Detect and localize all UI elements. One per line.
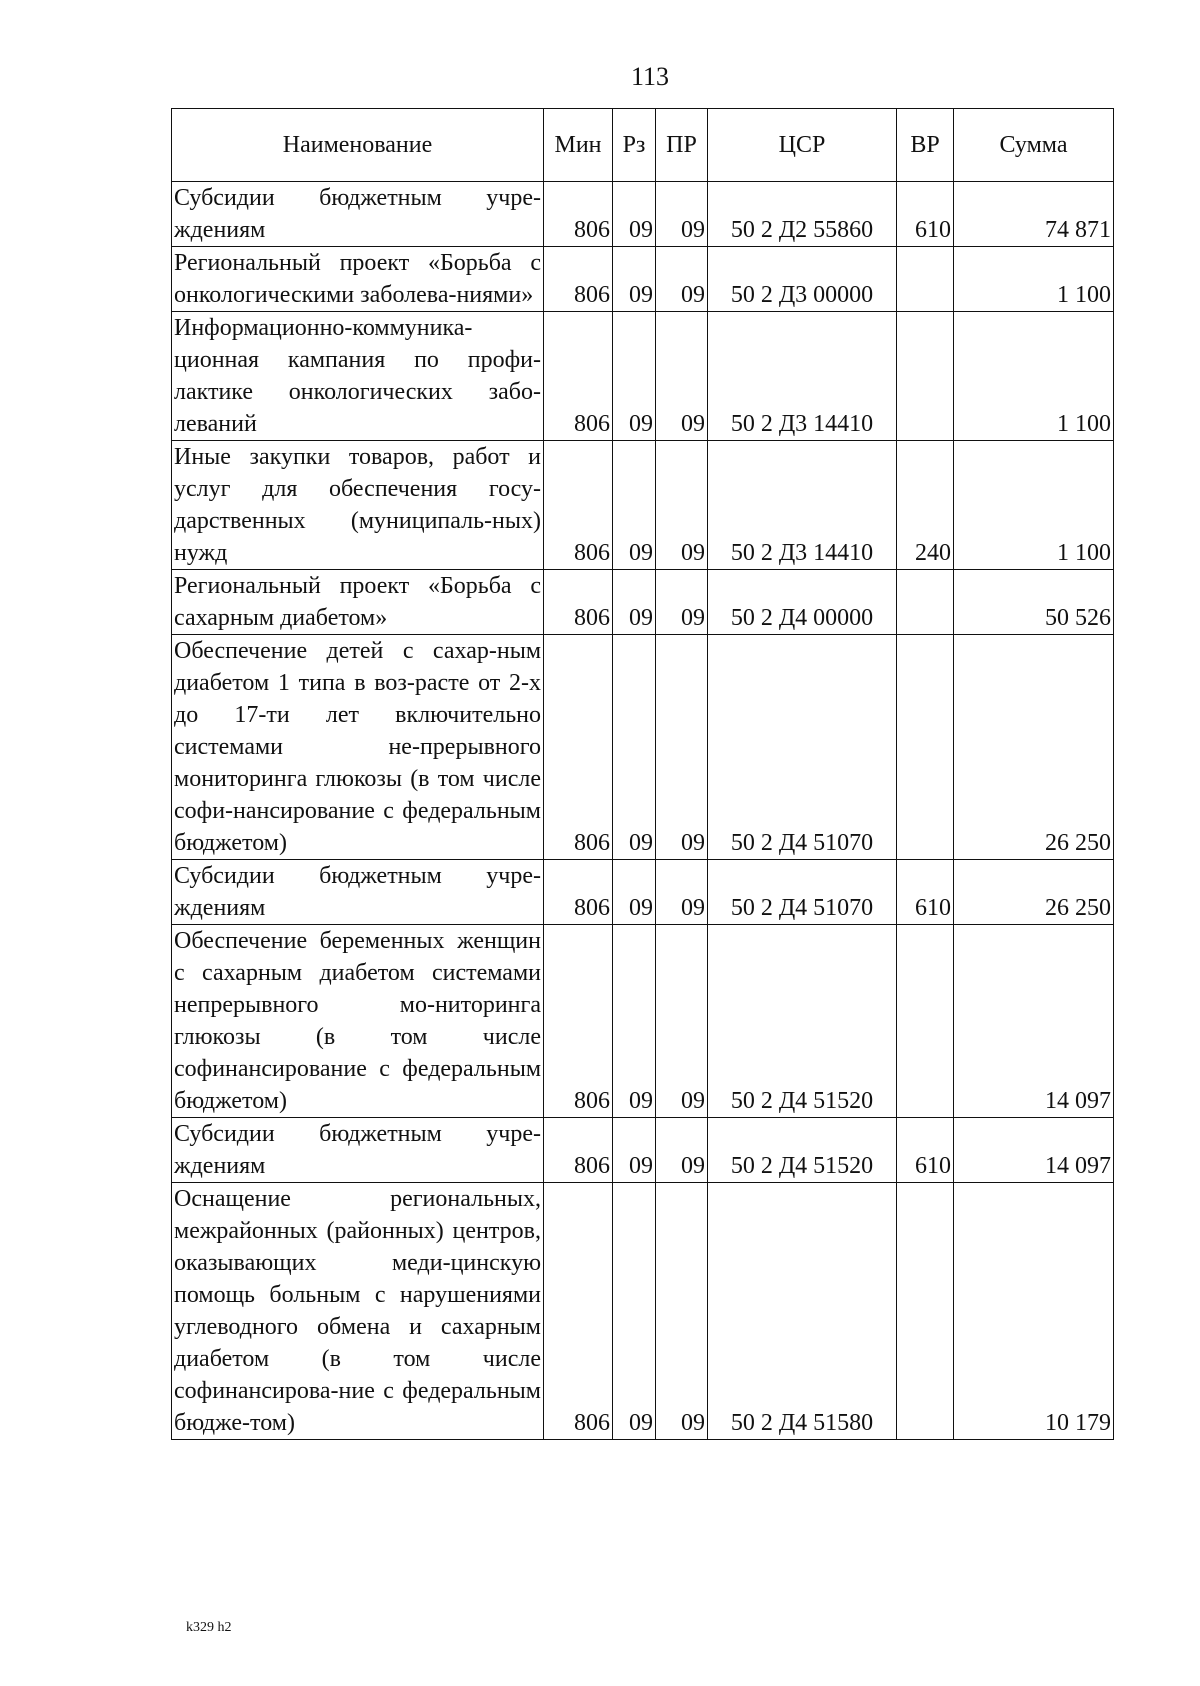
header-min: Мин (544, 109, 613, 182)
table-row (172, 312, 1114, 441)
header-sum: Сумма (954, 109, 1114, 182)
table-row (172, 182, 1114, 247)
cell-name: Оснащение региональных, межрайонных (районных) центров, оказывающих меди-цинскую помощь больным с нарушениями углеводного обмена и сахарным диабетом (в том числе софинансирова-ние с федеральным бюдже-том) (172, 1183, 544, 1440)
cell-sum: 50 526 (954, 570, 1114, 635)
cell-pr: 09 (656, 925, 708, 1118)
cell-sum: 1 100 (954, 312, 1114, 441)
table-row (172, 1118, 1114, 1183)
header-name: Наименование (172, 109, 544, 182)
page-number: 113 (630, 62, 670, 91)
cell-vr (897, 925, 954, 1118)
budget-table (171, 108, 1114, 1440)
cell-vr (897, 570, 954, 635)
cell-csr: 50 2 Д4 51070 (708, 635, 897, 860)
cell-vr: 610 (897, 182, 954, 247)
cell-rz: 09 (613, 1118, 656, 1183)
cell-pr: 09 (656, 860, 708, 925)
cell-csr: 50 2 Д4 51580 (708, 1183, 897, 1440)
cell-rz: 09 (613, 925, 656, 1118)
cell-sum: 1 100 (954, 247, 1114, 312)
cell-vr (897, 1183, 954, 1440)
table-row (172, 925, 1114, 1118)
cell-min: 806 (544, 1183, 613, 1440)
cell-min: 806 (544, 247, 613, 312)
header-vr: ВР (897, 109, 954, 182)
header-csr: ЦСР (708, 109, 897, 182)
cell-rz: 09 (613, 182, 656, 247)
cell-rz: 09 (613, 312, 656, 441)
cell-rz: 09 (613, 635, 656, 860)
cell-min: 806 (544, 925, 613, 1118)
cell-vr: 610 (897, 860, 954, 925)
header-pr: ПР (656, 109, 708, 182)
cell-csr: 50 2 Д3 00000 (708, 247, 897, 312)
cell-min: 806 (544, 860, 613, 925)
cell-pr: 09 (656, 1183, 708, 1440)
cell-pr: 09 (656, 182, 708, 247)
cell-vr: 240 (897, 441, 954, 570)
cell-min: 806 (544, 570, 613, 635)
table-header-row (172, 109, 1114, 182)
cell-rz: 09 (613, 441, 656, 570)
cell-name: Региональный проект «Борьба с сахарным диабетом» (172, 570, 544, 635)
cell-rz: 09 (613, 247, 656, 312)
cell-sum: 26 250 (954, 635, 1114, 860)
cell-name: Субсидии бюджетным учре-ждениям (172, 860, 544, 925)
cell-name: Обеспечение беременных женщин с сахарным диабетом системами непрерывного мо-ниторинга глюкозы (в том числе софинансирование с федеральным бюджетом) (172, 925, 544, 1118)
cell-rz: 09 (613, 1183, 656, 1440)
table-row (172, 441, 1114, 570)
cell-min: 806 (544, 182, 613, 247)
cell-sum: 74 871 (954, 182, 1114, 247)
cell-name: Субсидии бюджетным учре-ждениям (172, 1118, 544, 1183)
cell-sum: 1 100 (954, 441, 1114, 570)
table-row (172, 570, 1114, 635)
cell-pr: 09 (656, 247, 708, 312)
cell-csr: 50 2 Д4 00000 (708, 570, 897, 635)
table-row (172, 860, 1114, 925)
cell-min: 806 (544, 441, 613, 570)
cell-rz: 09 (613, 570, 656, 635)
cell-name: Региональный проект «Борьба с онкологическими заболева-ниями» (172, 247, 544, 312)
cell-sum: 14 097 (954, 925, 1114, 1118)
cell-vr (897, 635, 954, 860)
cell-sum: 26 250 (954, 860, 1114, 925)
cell-rz: 09 (613, 860, 656, 925)
cell-min: 806 (544, 1118, 613, 1183)
cell-min: 806 (544, 635, 613, 860)
cell-vr (897, 312, 954, 441)
cell-name: Информационно-коммуника-ционная кампания по профи-лактике онкологических забо-леваний (172, 312, 544, 441)
cell-vr (897, 247, 954, 312)
cell-csr: 50 2 Д4 51520 (708, 1118, 897, 1183)
table-row (172, 635, 1114, 860)
cell-min: 806 (544, 312, 613, 441)
cell-csr: 50 2 Д2 55860 (708, 182, 897, 247)
cell-csr: 50 2 Д3 14410 (708, 312, 897, 441)
cell-name: Субсидии бюджетным учре-ждениям (172, 182, 544, 247)
header-rz: Рз (613, 109, 656, 182)
cell-name: Иные закупки товаров, работ и услуг для обеспечения госу-дарственных (муниципаль-ных) нужд (172, 441, 544, 570)
cell-vr: 610 (897, 1118, 954, 1183)
cell-sum: 10 179 (954, 1183, 1114, 1440)
cell-pr: 09 (656, 635, 708, 860)
cell-sum: 14 097 (954, 1118, 1114, 1183)
cell-csr: 50 2 Д4 51520 (708, 925, 897, 1118)
cell-name: Обеспечение детей с сахар-ным диабетом 1 типа в воз-расте от 2-х до 17-ти лет включительно системами не-прерывного мониторинга глюкозы (в том числе софи-нансирование с федеральным бюджетом) (172, 635, 544, 860)
cell-pr: 09 (656, 312, 708, 441)
table-row (172, 247, 1114, 312)
cell-pr: 09 (656, 1118, 708, 1183)
table-row (172, 1183, 1114, 1440)
cell-pr: 09 (656, 441, 708, 570)
cell-csr: 50 2 Д4 51070 (708, 860, 897, 925)
cell-csr: 50 2 Д3 14410 (708, 441, 897, 570)
cell-pr: 09 (656, 570, 708, 635)
footer-code: k329 h2 (186, 1620, 232, 1635)
